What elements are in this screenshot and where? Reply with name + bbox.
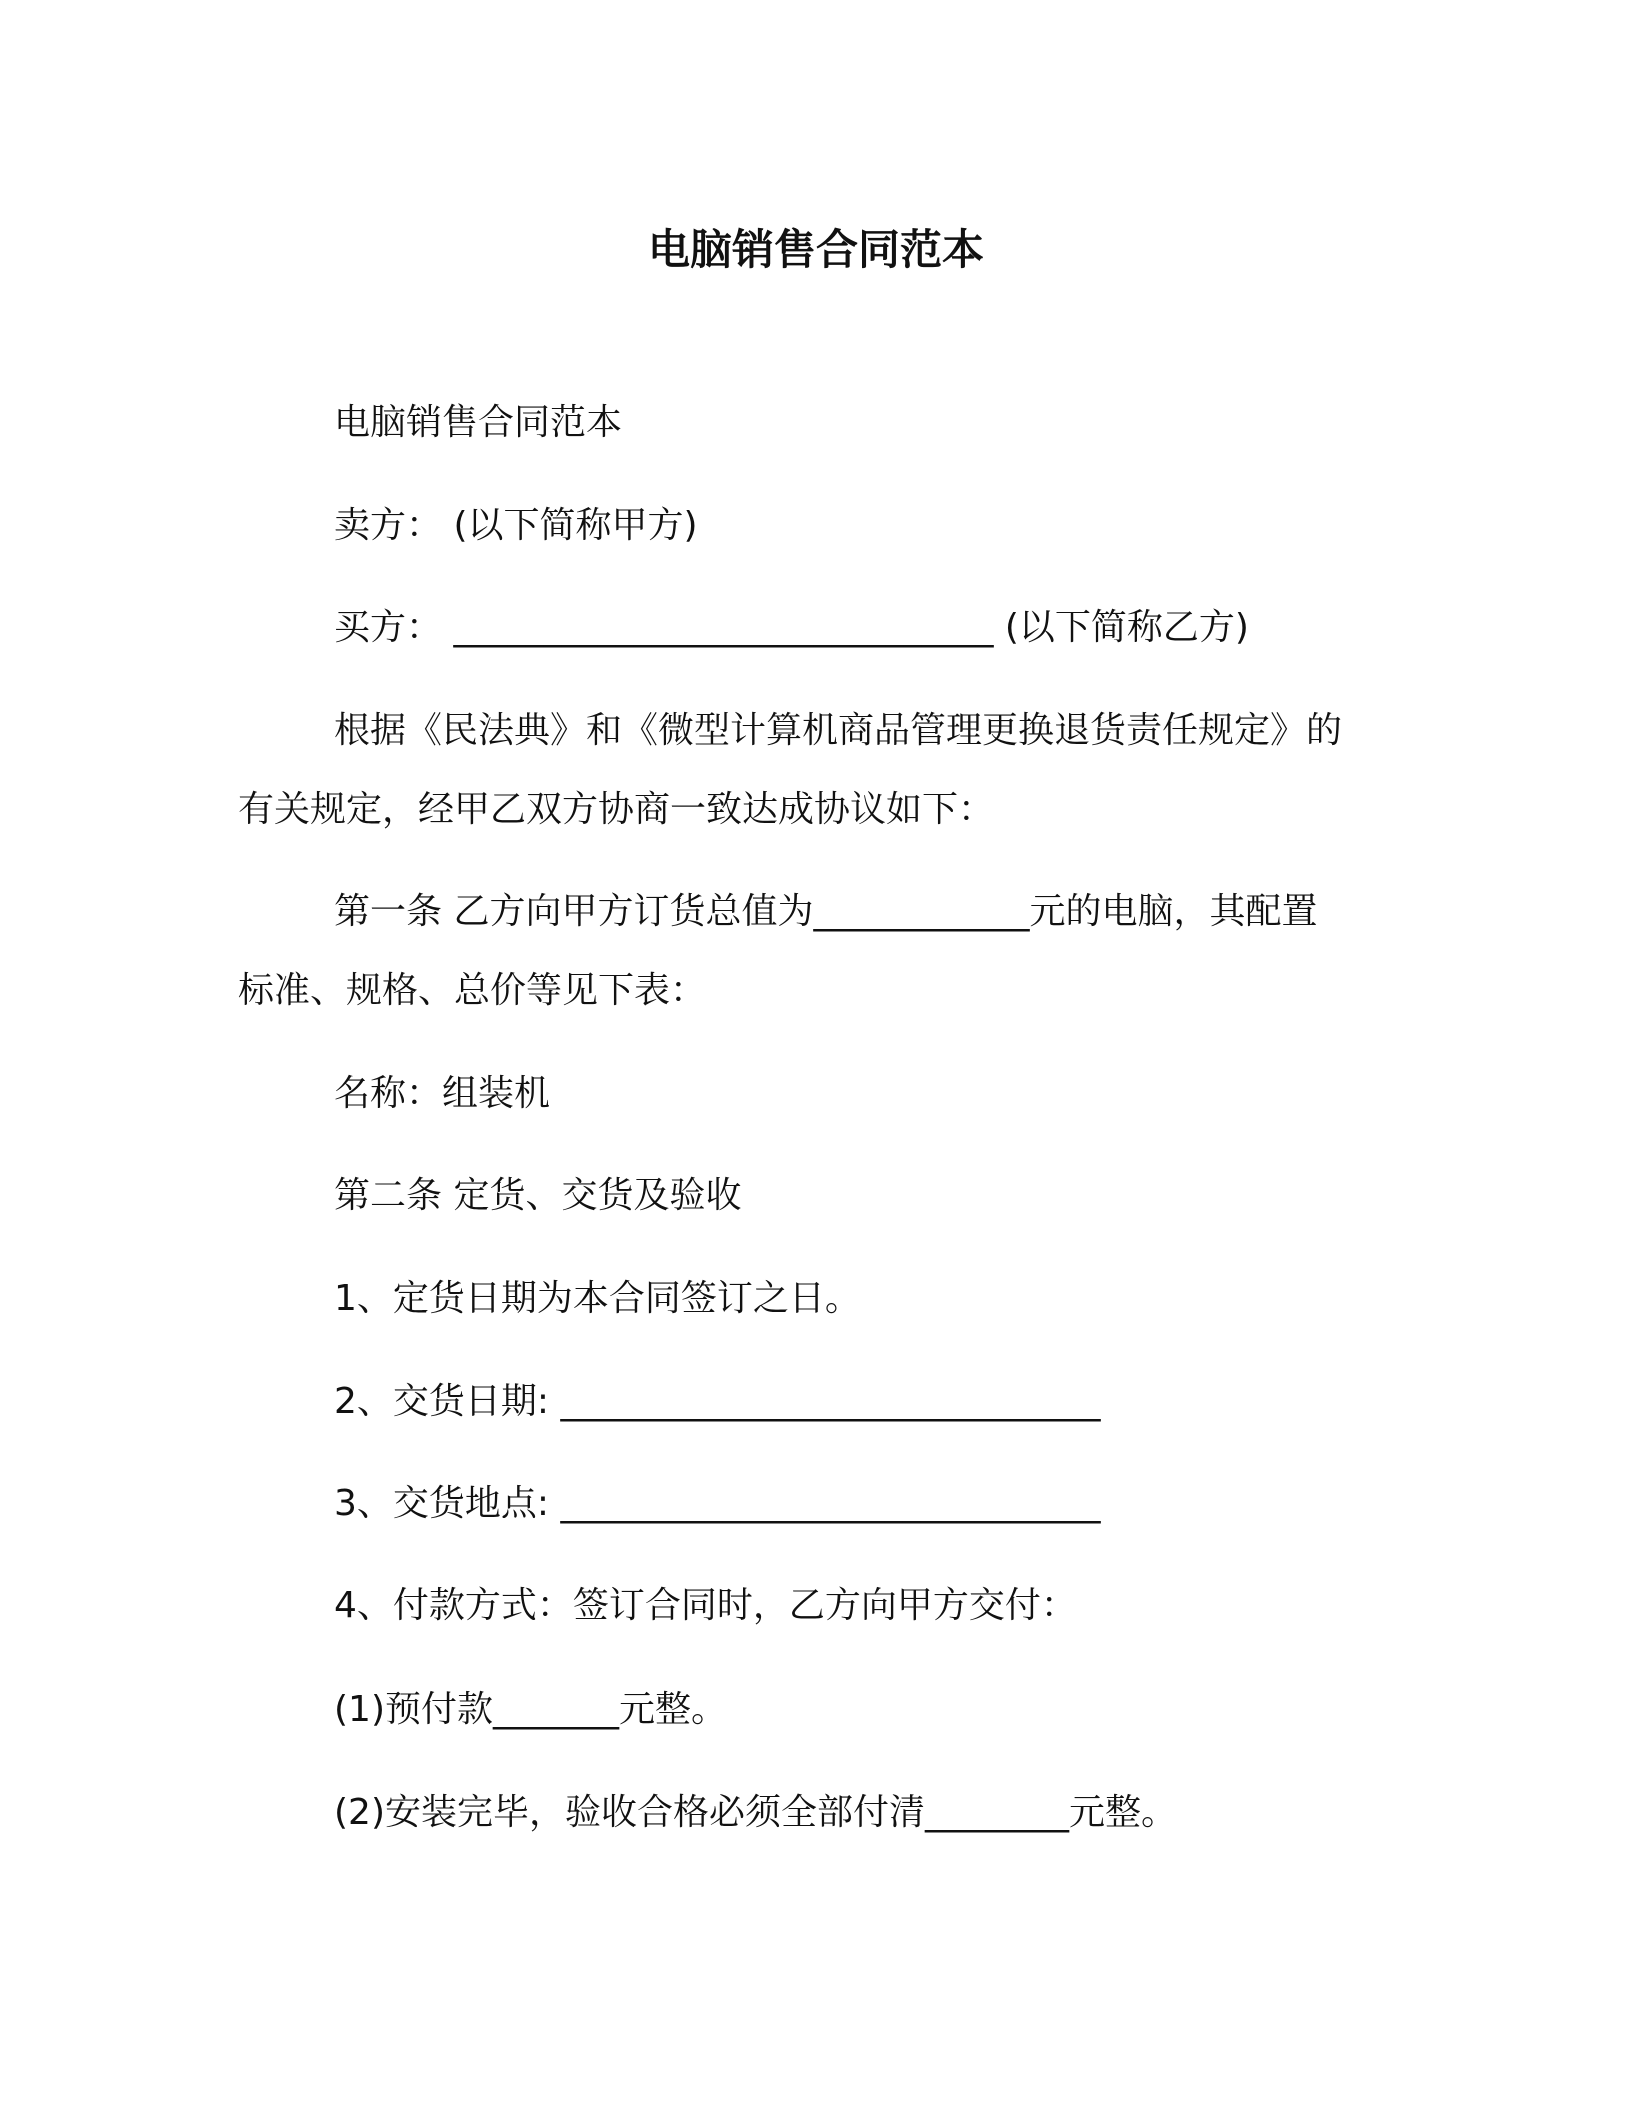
buyer-line: 买方： ______________________________ (以下简称乙方)	[334, 607, 1249, 648]
clause-delivery-place: 3、交货地点: ______________________________	[334, 1483, 1101, 1524]
article-one-line-2: 标准、规格、总价等见下表：	[238, 970, 707, 1011]
article-two-heading: 第二条 定货、交货及验收	[334, 1175, 742, 1216]
clause-final-payment: (2)安装完毕，验收合格必须全部付清________元整。	[334, 1792, 1177, 1833]
clause-prepayment: (1)预付款_______元整。	[334, 1689, 727, 1730]
seller-line: 卖方： (以下简称甲方)	[334, 505, 698, 546]
product-name-line: 名称：组装机	[334, 1073, 551, 1114]
article-one-line-1: 第一条 乙方向甲方订货总值为____________元的电脑，其配置	[334, 891, 1318, 932]
clause-payment-method: 4、付款方式：签订合同时，乙方向甲方交付：	[334, 1585, 1077, 1626]
clause-delivery-date: 2、交货日期: ______________________________	[334, 1381, 1101, 1422]
basis-paragraph-line-2: 有关规定，经甲乙双方协商一致达成协议如下：	[238, 789, 995, 830]
clause-order-date: 1、定货日期为本合同签订之日。	[334, 1278, 861, 1319]
basis-paragraph-line-1: 根据《民法典》和《微型计算机商品管理更换退货责任规定》的	[334, 710, 1343, 751]
document-title: 电脑销售合同范本	[647, 225, 984, 274]
subtitle-line: 电脑销售合同范本	[334, 402, 623, 443]
